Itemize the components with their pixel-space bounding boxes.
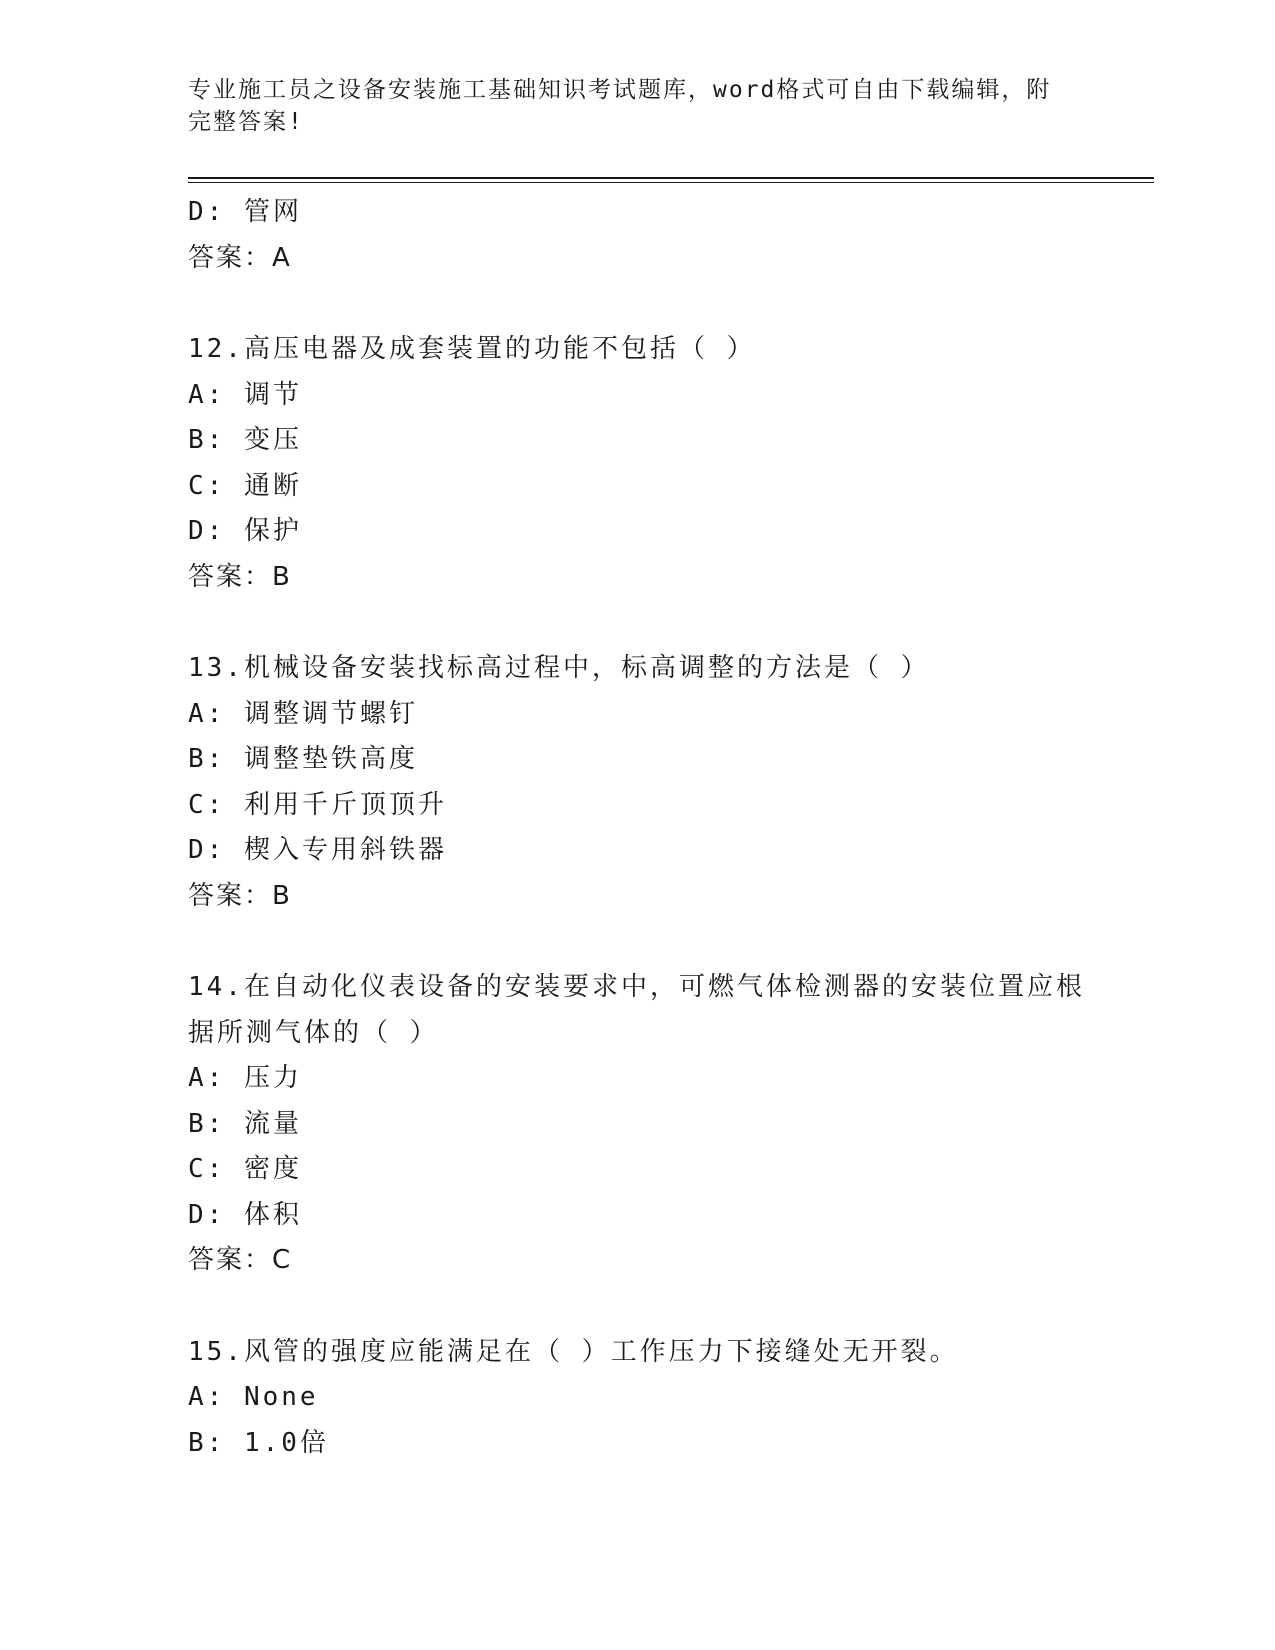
question-text: 13.机械设备安装找标高过程中，标高调整的方法是（ ） [188,653,930,683]
answer-line: 答案：B [188,880,292,911]
question-text: 14.在自动化仪表设备的安装要求中，可燃气体检测器的安装位置应根据所测气体的（ ） [188,972,1085,1048]
question-12 [188,327,1088,600]
question-text: 15.风管的强度应能满足在（ ）工作压力下接缝处无开裂。 [188,1336,959,1367]
question-list [188,190,1088,1466]
spacer [188,600,1088,646]
option-b: B: 1.0倍 [188,1427,329,1458]
header-title: 专业施工员之设备安装施工基础知识考试题库，word格式可自由下载编辑，附完整答案! [188,77,1052,135]
option-c: C: 密度 [188,1154,302,1184]
question-15 [188,1330,1088,1467]
spacer [188,281,1088,327]
answer-line: 答案：B [188,561,292,592]
document-header [188,74,1068,138]
header-divider-thick [188,177,1154,179]
spacer [188,919,1088,965]
answer-line: 答案：A [188,242,292,273]
option-b: B: 变压 [188,425,302,455]
option-d: D: 楔入专用斜铁器 [188,835,447,865]
header-divider-thin [188,182,1154,183]
answer-line: 答案：C [188,1245,293,1275]
option-d: D: 保护 [188,516,302,546]
option-d: D: 体积 [188,1199,302,1230]
question-13 [188,646,1088,919]
option-d: D: 管网 [188,197,302,227]
option-c: C: 利用千斤顶顶升 [188,789,447,820]
option-a: A: 调节 [188,379,302,410]
option-a: A: 压力 [188,1063,302,1093]
option-a: A: 调整调节螺钉 [188,698,418,729]
option-b: B: 流量 [188,1108,302,1139]
question-14 [188,965,1088,1284]
question-text: 12.高压电器及成套装置的功能不包括（ ） [188,334,756,364]
spacer [188,1284,1088,1330]
option-a: A: None [188,1382,319,1412]
option-b: B: 调整垫铁高度 [188,744,418,774]
option-c: C: 通断 [188,470,302,501]
